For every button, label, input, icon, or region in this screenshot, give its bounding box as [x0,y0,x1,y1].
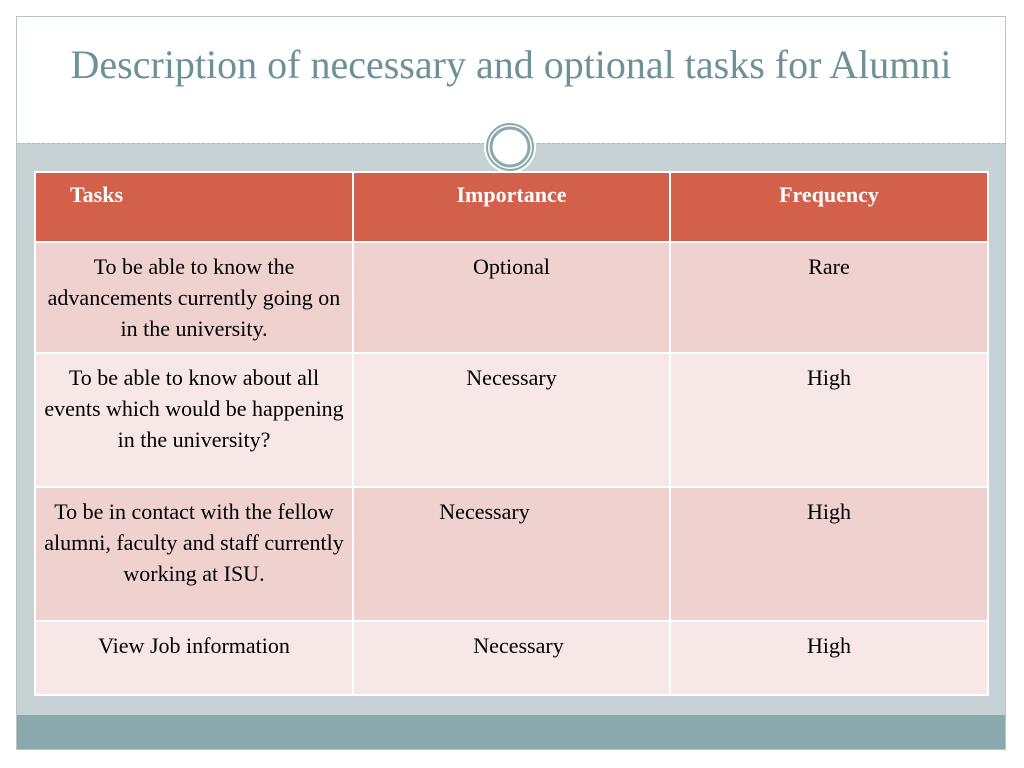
header-importance: Importance [353,172,670,242]
importance-cell: Necessary [353,353,670,487]
table-row [35,487,988,621]
importance-cell: Necessary [353,621,670,695]
header-frequency: Frequency [670,172,988,242]
importance-cell: Necessary [353,487,670,621]
frequency-cell: High [670,621,988,695]
footer-band [17,715,1005,749]
header-tasks: Tasks [35,172,353,242]
task-cell: To be able to know about all events which would be happening in the university? [35,353,353,487]
importance-cell: Optional [353,242,670,353]
slide [16,16,1006,750]
tasks-table [34,171,989,696]
frequency-cell: High [670,487,988,621]
table-row [35,621,988,695]
table-header-row [35,172,988,242]
task-cell: To be able to know the advancements currently going on in the university. [35,242,353,353]
table-row [35,242,988,353]
frequency-cell: Rare [670,242,988,353]
circle-ornament-icon [483,120,537,174]
task-cell: View Job information [35,621,353,695]
slide-title: Description of necessary and optional tasks for Alumni [70,42,952,87]
table-row [35,353,988,487]
frequency-cell: High [670,353,988,487]
task-cell: To be in contact with the fellow alumni, faculty and staff currently working at ISU. [35,487,353,621]
